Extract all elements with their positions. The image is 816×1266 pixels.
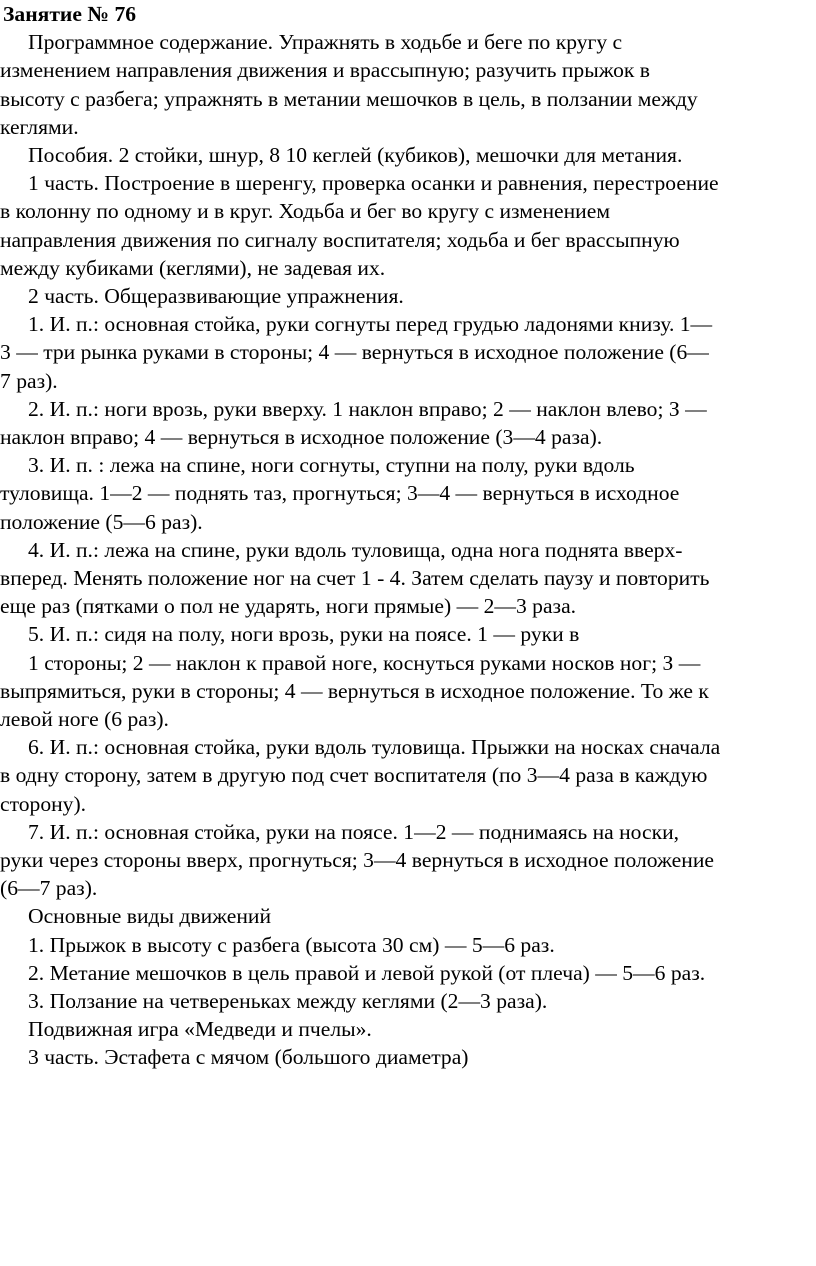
text-line: кеглями. xyxy=(0,114,79,139)
text-line: 3. И. п. : лежа на спине, ноги согнуты, ступни на полу, руки вдоль xyxy=(28,453,635,478)
text-line: 7. И. п.: основная стойка, руки на поясе. 1—2 — поднимаясь на носки, xyxy=(28,819,680,844)
text-line: руки через стороны вверх, прогнуться; 3—4 вернуться в исходное положение xyxy=(0,848,714,872)
text-line: выпрямиться, руки в стороны; 4 — вернуться в исходное положение. То же к xyxy=(0,678,709,703)
text-line: 2 часть. Общеразвивающие упражнения. xyxy=(28,284,404,308)
text-line: изменением направления движения и врассыпную; разучить прыжок в xyxy=(0,58,650,83)
text-line: туловища. 1—2 — поднять таз, прогнуться; 3—4 — вернуться в исходное xyxy=(0,481,680,506)
text-line: 5. И. п.: сидя на полу, ноги врозь, руки на поясе. 1 — руки в xyxy=(28,622,580,647)
text-line: 3 часть. Эстафета с мячом (большого диаметра) xyxy=(28,1045,469,1070)
text-line: левой ноге (6 раз). xyxy=(0,707,169,731)
text-line: Основные виды движений xyxy=(28,904,272,929)
text-line: в колонну по одному и в круг. Ходьба и бег во кругу с изменением xyxy=(0,199,610,224)
text-line: еще раз (пятками о пол не ударять, ноги прямые) — 2—3 раза. xyxy=(0,594,577,619)
text-line: 3 — три рынка руками в стороны; 4 — вернуться в исходное положение (6— xyxy=(0,340,709,365)
text-line: высоту с разбега; упражнять в метании мешочков в цель, в ползании между xyxy=(0,86,698,111)
text-line: 1. Прыжок в высоту с разбега (высота 30 см) — 5—6 раз. xyxy=(28,932,555,957)
text-line: 1 часть. Построение в шеренгу, проверка осанки и равнения, перестроение xyxy=(28,171,719,196)
text-line: сторону). xyxy=(0,791,87,816)
text-line: (6—7 раз). xyxy=(0,876,98,901)
text-line: 1 стороны; 2 — наклон к правой ноге, коснуться руками носков ног; З — xyxy=(28,650,701,675)
text-line: Пособия. 2 стойки, шнур, 8 10 кеглей (кубиков), мешочки для метания. xyxy=(28,143,683,167)
text-line: 2. Метание мешочков в цель правой и левой рукой (от плеча) — 5—6 раз. xyxy=(28,960,706,985)
text-line: 6. И. п.: основная стойка, руки вдоль туловища. Прыжки на носках сначала xyxy=(28,735,721,760)
text-line: наклон вправо; 4 — вернуться в исходное положение (3—4 раза). xyxy=(0,425,603,449)
text-line: 1. И. п.: основная стойка, руки согнуты перед грудью ладонями книзу. 1— xyxy=(28,312,713,337)
text-line: вперед. Менять положение ног на счет 1 - 4. Затем сделать паузу и повторить xyxy=(0,566,710,590)
text-line: между кубиками (кеглями), не задевая их. xyxy=(0,255,386,280)
text-line: направления движения по сигналу воспитателя; ходьба и бег врассыпную xyxy=(0,227,680,252)
text-line: 2. И. п.: ноги врозь, руки вверху. 1 наклон вправо; 2 — наклон влево; З — xyxy=(28,396,707,421)
text-line: 7 раз). xyxy=(0,368,58,393)
text-line: 3. Ползание на четвереньках между кеглями (2—3 раза). xyxy=(28,989,548,1013)
text-line: 4. И. п.: лежа на спине, руки вдоль туловища, одна нога поднята вверх- xyxy=(28,537,683,562)
text-line: положение (5—6 раз). xyxy=(0,509,203,534)
document-title: Занятие № 76 xyxy=(3,2,137,26)
text-line: Подвижная игра «Медведи и пчелы». xyxy=(28,1017,372,1042)
text-line: в одну сторону, затем в другую под счет воспитателя (по 3—4 раза в каждую xyxy=(0,763,708,788)
text-line: Программное содержание. Упражнять в ходьбе и беге по кругу с xyxy=(28,30,623,55)
